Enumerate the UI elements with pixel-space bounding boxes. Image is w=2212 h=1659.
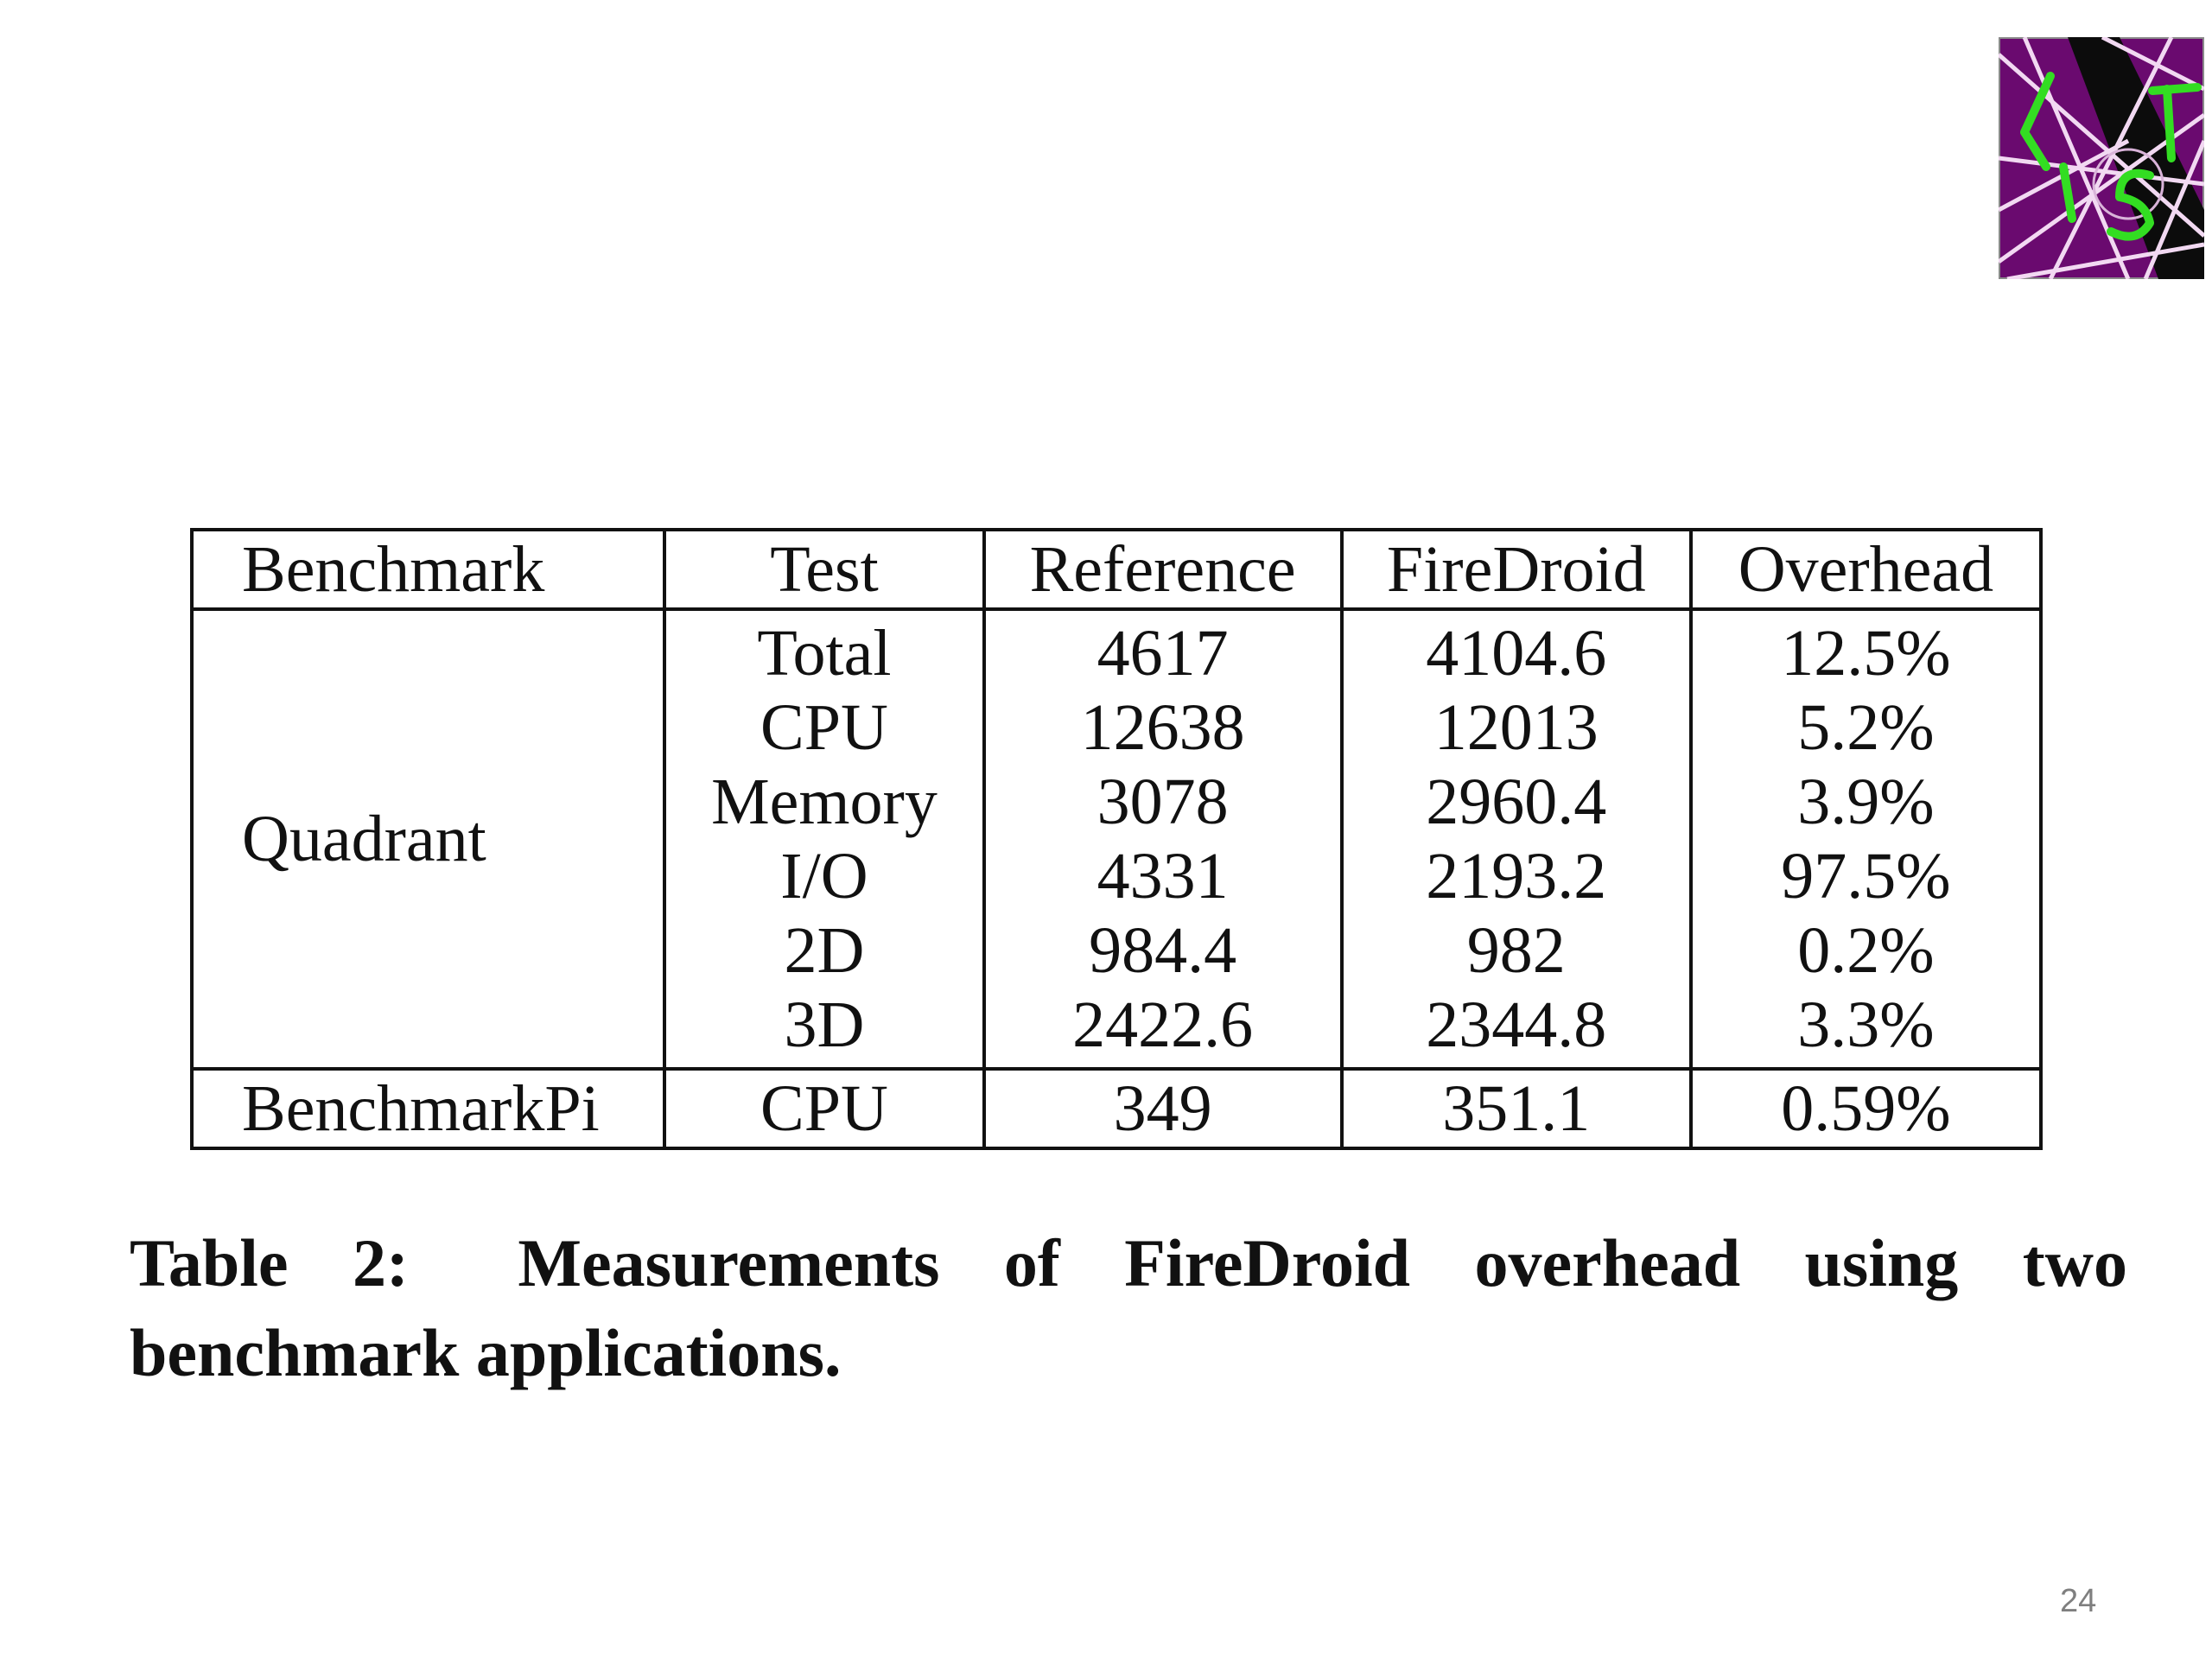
firedroid-cell: 2344.8: [1426, 988, 1607, 1061]
test-cell: 2D: [784, 914, 865, 987]
table-header-row: [192, 530, 2041, 609]
reference-cell: 984.4: [1089, 914, 1237, 987]
table-row-quadrant: [192, 609, 2041, 1069]
reference-cell: 3078: [1096, 766, 1229, 838]
header-reference: Reference: [984, 530, 1342, 609]
caption-label: Table 2:: [130, 1225, 409, 1300]
header-overhead: Overhead: [1691, 530, 2041, 609]
benchmark-table: [190, 528, 2043, 1150]
header-test: Test: [664, 530, 983, 609]
firedroid-cell: 4104.6: [1426, 617, 1607, 690]
test-cell: Memory: [711, 766, 938, 838]
page-number: 24: [2060, 1583, 2097, 1619]
benchmark-name-cell: Quadrant: [192, 609, 664, 1069]
reference-cell: 4617: [1096, 617, 1229, 690]
overhead-column-cell: [1691, 609, 2041, 1069]
test-column-cell: [664, 609, 983, 1069]
table-row-benchmarkpi: [192, 1069, 2041, 1148]
reference-cell: 349: [984, 1069, 1342, 1148]
table-caption: [130, 1218, 2127, 1398]
reference-cell: 4331: [1096, 840, 1229, 912]
firedroid-cell: 982: [1466, 914, 1566, 987]
test-cell: CPU: [760, 691, 888, 764]
overhead-cell: 3.9%: [1797, 766, 1935, 838]
overhead-cell: 0.2%: [1797, 914, 1935, 987]
firedroid-cell: 351.1: [1342, 1069, 1691, 1148]
test-cell: CPU: [664, 1069, 983, 1148]
overhead-cell: 5.2%: [1797, 691, 1935, 764]
overhead-cell: 0.59%: [1691, 1069, 2041, 1148]
firedroid-cell: 12013: [1433, 691, 1599, 764]
firedroid-column-cell: [1342, 609, 1691, 1069]
firedroid-cell: 2960.4: [1426, 766, 1607, 838]
header-benchmark: Benchmark: [192, 530, 664, 609]
overhead-cell: 97.5%: [1781, 840, 1951, 912]
overhead-cell: 3.3%: [1797, 988, 1935, 1061]
firedroid-cell: 2193.2: [1426, 840, 1607, 912]
ist-logo-icon: [1999, 37, 2204, 279]
caption-text: Measurements of FireDroid overhead using two benchmark applications.: [130, 1225, 2127, 1390]
reference-cell: 2422.6: [1072, 988, 1254, 1061]
header-firedroid: FireDroid: [1342, 530, 1691, 609]
reference-column-cell: [984, 609, 1342, 1069]
test-cell: I/O: [780, 840, 868, 912]
test-cell: Total: [757, 617, 892, 690]
benchmark-name-cell: BenchmarkPi: [192, 1069, 664, 1148]
reference-cell: 12638: [1080, 691, 1245, 764]
overhead-cell: 12.5%: [1781, 617, 1951, 690]
test-cell: 3D: [784, 988, 865, 1061]
